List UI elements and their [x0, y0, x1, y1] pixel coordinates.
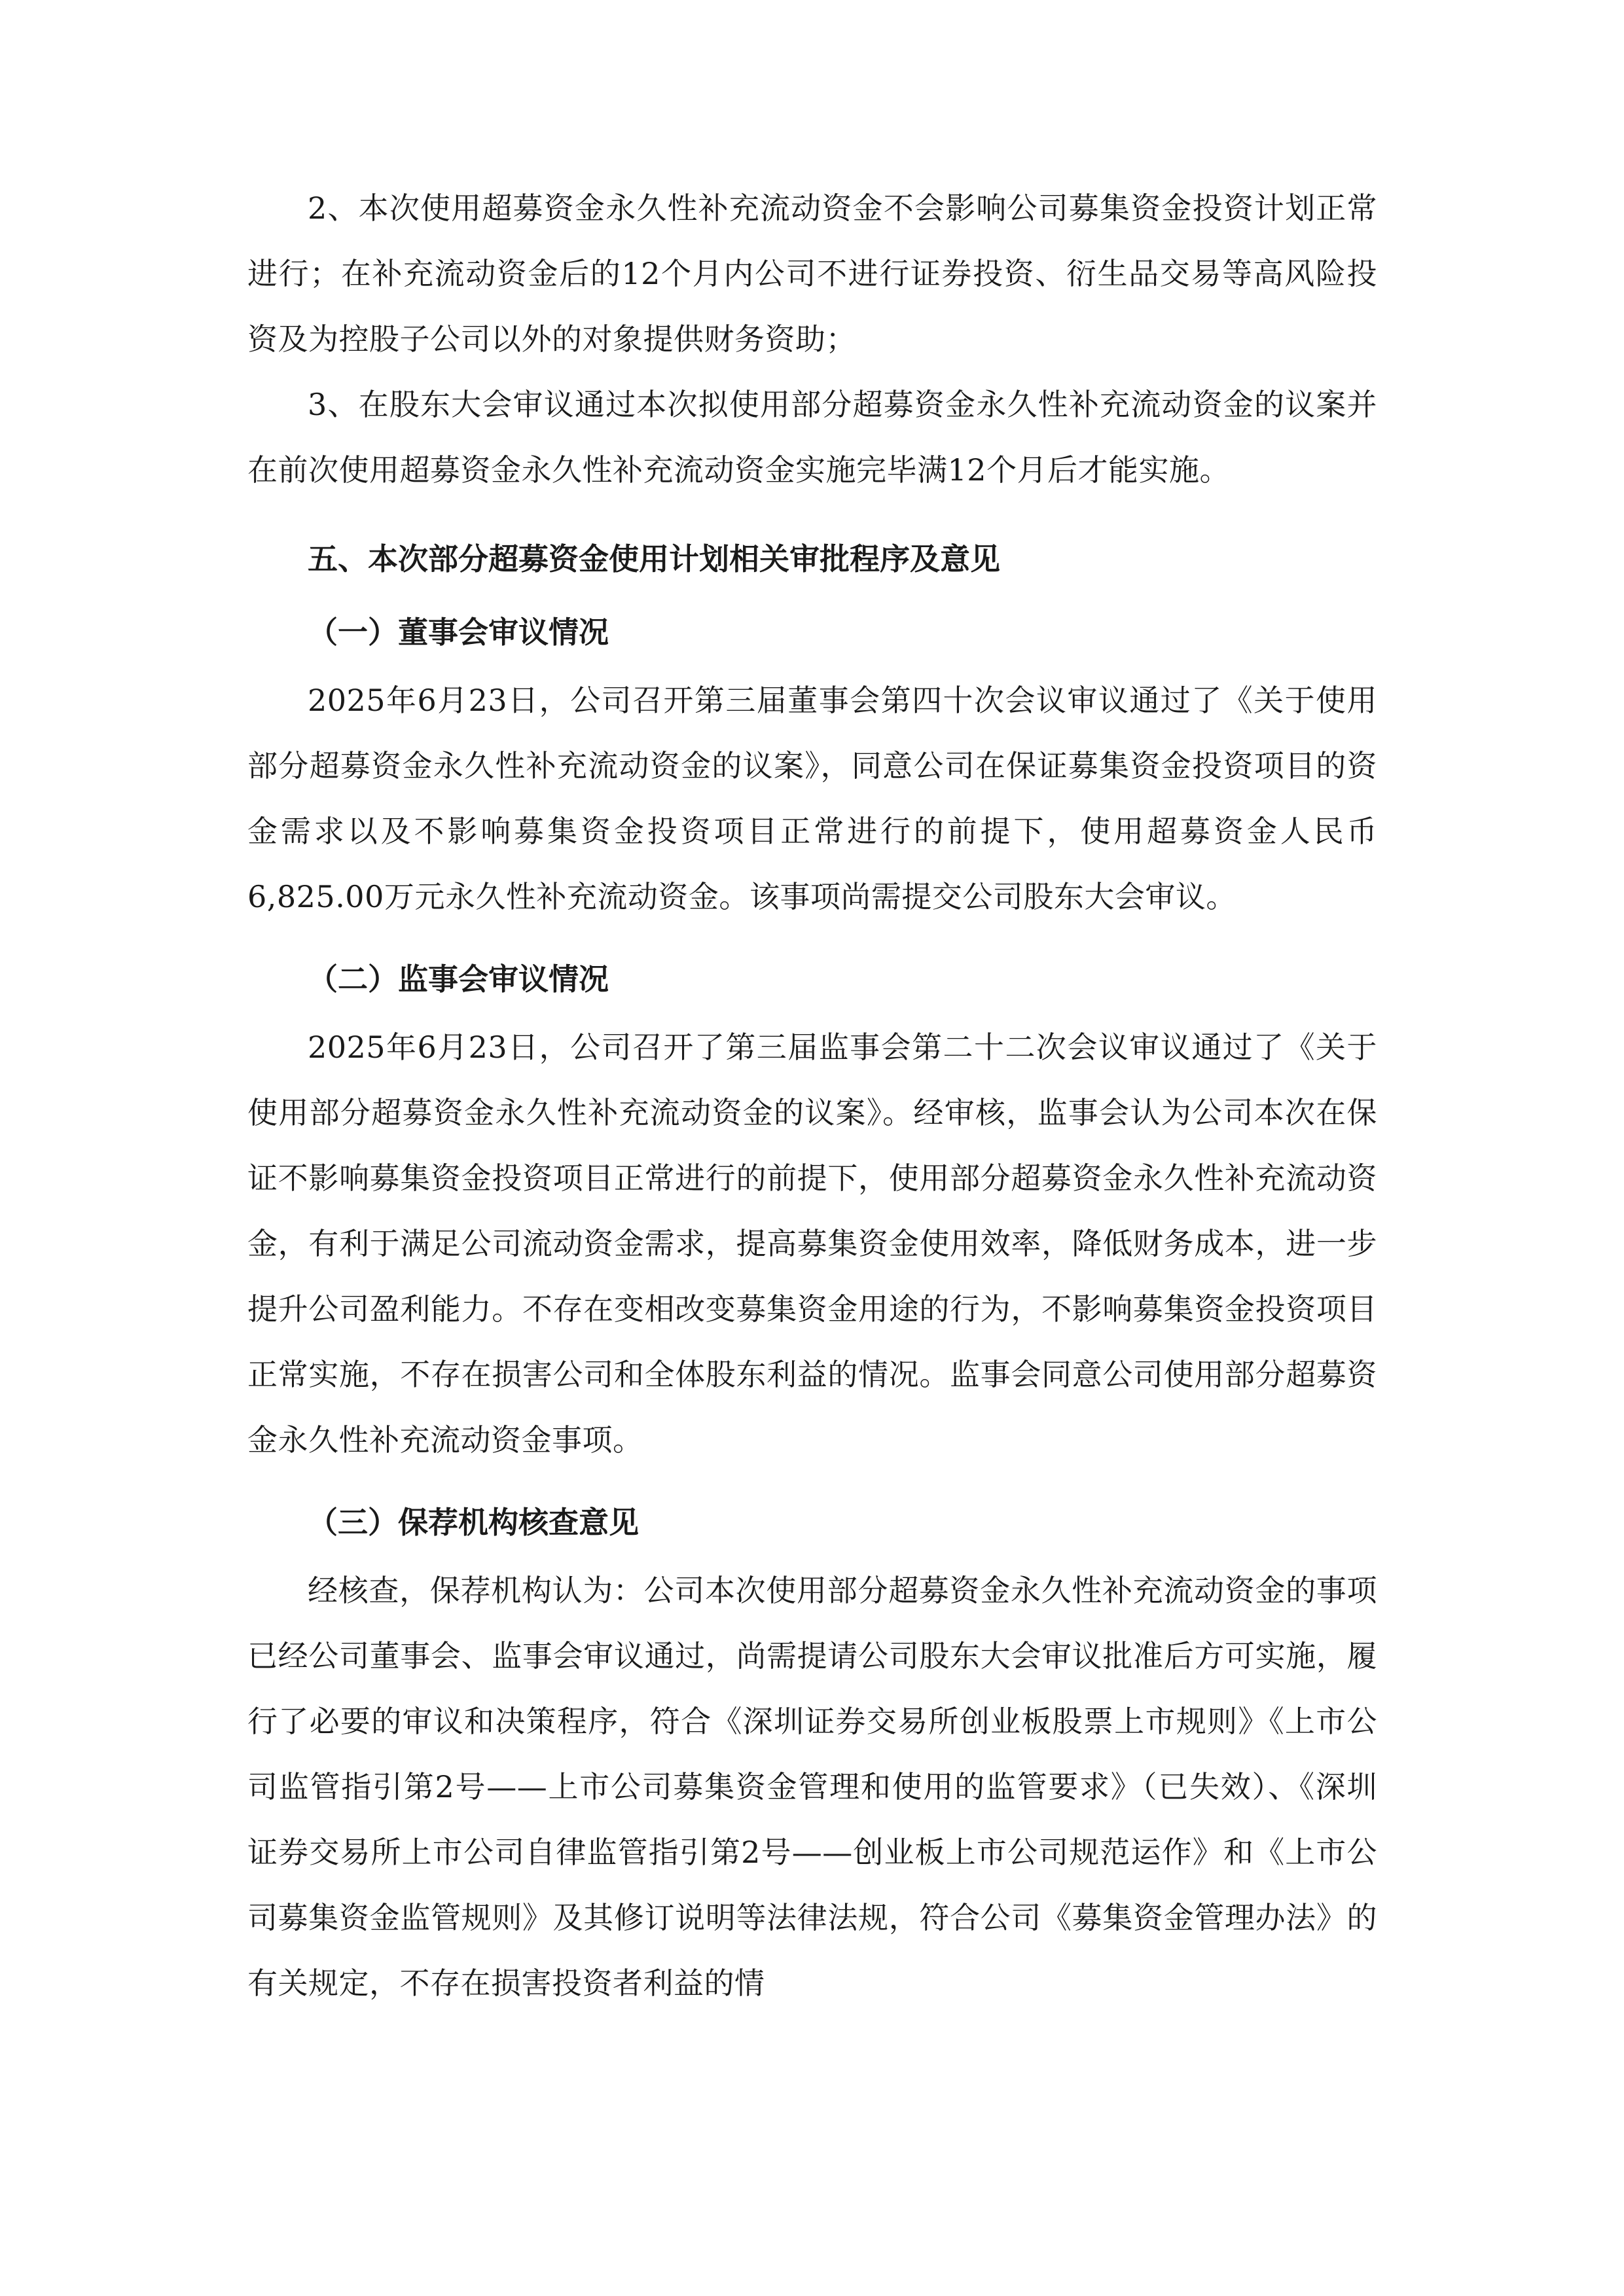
supervisors-review-heading: （二）监事会审议情况	[308, 961, 609, 997]
document-body	[247, 175, 1377, 2016]
sponsor-opinion-text: 经核查，保荐机构认为：公司本次使用部分超募资金永久性补充流动资金的事项已经公司董事会、监事会审议通过，尚需提请公司股东大会审议批准后方可实施，履行了必要的审议和决策程序，符合《深圳证券交易所创业板股票上市规则》《上市公司监管指引第2号——上市公司募集资金管理和使用的监管要求》（已失效）、《深圳证券交易所上市公司自律监管指引第2号——创业板上市公司规范运作》和《上市公司募集资金监管规则》及其修订说明等法律法规，符合公司《募集资金管理办法》的有关规定，不存在损害投资者利益的情	[247, 1573, 1377, 2001]
board-review-text: 2025年6月23日，公司召开第三届董事会第四十次会议审议通过了《关于使用部分超募资金永久性补充流动资金的议案》，同意公司在保证募集资金投资项目的资金需求以及不影响募集资金投资项目正常进行的前提下，使用超募资金人民币6,825.00万元永久性补充流动资金。该事项尚需提交公司股东大会审议。	[247, 683, 1377, 914]
supervisors-review-text: 2025年6月23日，公司召开了第三届监事会第二十二次会议审议通过了《关于使用部分超募资金永久性补充流动资金的议案》。经审核，监事会认为公司本次在保证不影响募集资金投资项目正常进行的前提下，使用部分超募资金永久性补充流动资金，有利于满足公司流动资金需求，提高募集资金使用效率，降低财务成本，进一步提升公司盈利能力。不存在变相改变募集资金用途的行为，不影响募集资金投资项目正常实施，不存在损害公司和全体股东利益的情况。监事会同意公司使用部分超募资金永久性补充流动资金事项。	[247, 1030, 1377, 1458]
sponsor-opinion-heading: （三）保荐机构核查意见	[308, 1505, 639, 1540]
board-review-heading: （一）董事会审议情况	[308, 615, 609, 650]
section-title: 五、本次部分超募资金使用计划相关审批程序及意见	[308, 541, 1000, 577]
paragraph-item-2: 2、本次使用超募资金永久性补充流动资金不会影响公司募集资金投资计划正常进行；在补充流动资金后的12个月内公司不进行证券投资、衍生品交易等高风险投资及为控股子公司以外的对象提供财务资助；	[247, 190, 1377, 357]
paragraph-item-3: 3、在股东大会审议通过本次拟使用部分超募资金永久性补充流动资金的议案并在前次使用超募资金永久性补充流动资金实施完毕满12个月后才能实施。	[247, 387, 1377, 488]
